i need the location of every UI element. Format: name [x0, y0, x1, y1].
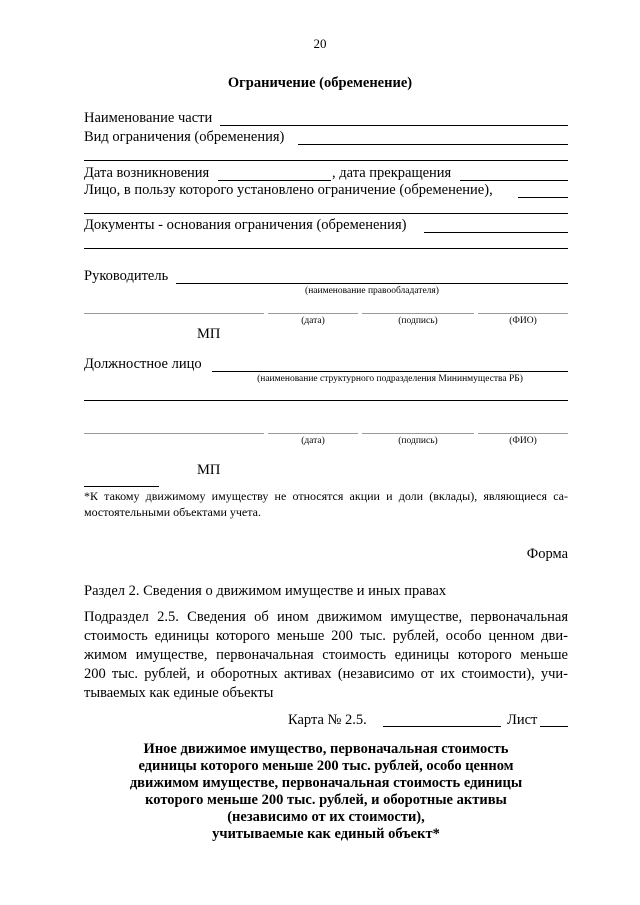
official-label: Должностное лицо	[84, 356, 202, 372]
head-field[interactable]	[176, 283, 568, 284]
heading-line-3: движимом имуществе, первоначальная стоимость единицы	[129, 775, 523, 791]
section-title: Ограничение (обременение)	[227, 75, 413, 91]
official-field[interactable]	[212, 371, 568, 372]
head-fio-caption: (ФИО)	[509, 316, 537, 326]
official-field-continued[interactable]	[84, 400, 568, 401]
beneficiary-field[interactable]	[518, 197, 568, 198]
heading-line-6: учитываемые как единый объект*	[212, 826, 440, 842]
documents-field[interactable]	[424, 232, 568, 233]
form-label: Форма	[526, 546, 568, 562]
heading-line-5: (независимо от их стоимости),	[227, 809, 425, 825]
official-fio-line[interactable]	[478, 433, 568, 434]
head-date-line[interactable]	[268, 313, 358, 314]
subsection-line-5: тываемых как единые объекты	[84, 685, 274, 701]
documents-label: Документы - основания ограничения (обременения)	[84, 217, 407, 233]
subsection-line-3: жимом имуществе, первоначальная стоимость единицы которого меньше	[84, 647, 568, 663]
date-start-label: Дата возникновения	[84, 165, 210, 181]
head-caption: (наименование правообладателя)	[305, 286, 439, 296]
heading-line-4: которого меньше 200 тыс. рублей, и оборотные активы	[145, 792, 507, 808]
card-label: Карта № 2.5.	[288, 712, 367, 728]
documents-field-continued[interactable]	[84, 248, 568, 249]
official-stamp: МП	[197, 462, 221, 478]
beneficiary-label: Лицо, в пользу которого установлено ограничение (обременение),	[84, 182, 493, 198]
heading-line-2: единицы которого меньше 200 тыс. рублей, особо ценном	[138, 758, 514, 774]
date-start-field[interactable]	[218, 180, 331, 181]
footnote-line-1: *К такому движимому имуществу не относятся акции и доли (вклады), являющиеся са-	[84, 489, 568, 503]
restriction-type-field-continued[interactable]	[84, 160, 568, 161]
official-caption: (наименование структурного подразделения Мининмущества РБ)	[257, 374, 523, 384]
official-date-line[interactable]	[268, 433, 358, 434]
beneficiary-field-continued[interactable]	[84, 213, 568, 214]
heading-line-1: Иное движимое имущество, первоначальная стоимость	[143, 741, 509, 757]
part-name-field[interactable]	[220, 125, 568, 126]
sheet-label: Лист	[507, 712, 538, 728]
restriction-type-field[interactable]	[298, 144, 568, 145]
subsection-line-4: 200 тыс. рублей, и оборотных активах (независимо от их стоимости), учи-	[84, 666, 568, 682]
subsection-line-2: стоимость единицы которого меньше 200 тыс. рублей, особо ценном дви-	[84, 628, 568, 644]
page-number: 20	[313, 36, 327, 51]
head-label: Руководитель	[84, 268, 169, 284]
date-end-label: , дата прекращения	[332, 165, 452, 181]
date-end-field[interactable]	[460, 180, 568, 181]
card-number-field[interactable]	[383, 726, 501, 727]
footnote-line-2: мостоятельными объектами учета.	[84, 505, 261, 519]
official-sign-caption: (подпись)	[398, 436, 438, 446]
sheet-number-field[interactable]	[540, 726, 568, 727]
head-extra-line[interactable]	[84, 313, 264, 314]
head-stamp: МП	[197, 326, 221, 342]
head-signature-line[interactable]	[362, 313, 474, 314]
official-extra-line[interactable]	[84, 433, 264, 434]
official-signature-line[interactable]	[362, 433, 474, 434]
official-date-caption: (дата)	[301, 436, 325, 446]
official-fio-caption: (ФИО)	[509, 436, 537, 446]
head-date-caption: (дата)	[301, 316, 325, 326]
restriction-type-label: Вид ограничения (обременения)	[84, 129, 285, 145]
section-2-title: Раздел 2. Сведения о движимом имуществе и иных правах	[84, 583, 447, 599]
subsection-line-1: Подраздел 2.5. Сведения об ином движимом имуществе, первоначальная	[84, 609, 568, 625]
part-name-label: Наименование части	[84, 110, 213, 126]
head-fio-line[interactable]	[478, 313, 568, 314]
head-sign-caption: (подпись)	[398, 316, 438, 326]
footnote-divider	[84, 486, 159, 487]
